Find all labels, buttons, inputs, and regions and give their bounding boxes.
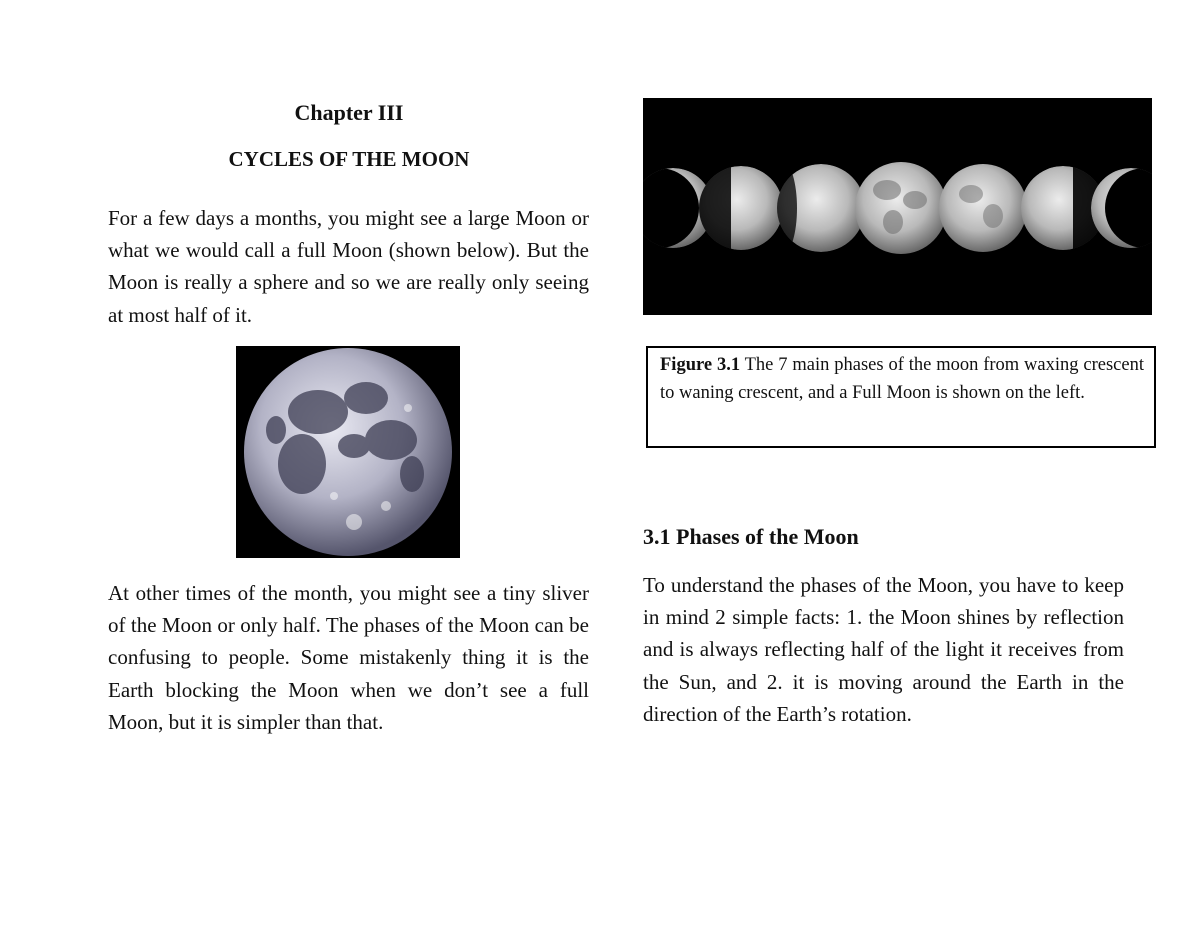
chapter-title: Chapter III (294, 100, 404, 125)
section-heading: 3.1 Phases of the Moon (643, 524, 859, 549)
section-body-paragraph: To understand the phases of the Moon, you have to keep in mind 2 simple facts: 1. the Moon shines by reflection and is always reflecting half of the light it receives from the Sun, and 2. it is moving around the Earth in the direction of the Earth’s rotation. (643, 573, 1124, 726)
other-times-paragraph: At other times of the month, you might see a tiny sliver of the Moon or only half. The phases of the Moon can be confusing to people. Some mistakenly thing it is the Earth blocking the Moon when we don’t see a full Moon, but it is simpler than that. (108, 581, 589, 734)
intro-paragraph: For a few days a months, you might see a large Moon or what we would call a full Moon (shown below). But the Moon is really a sphere and so we are really only seeing at most half of it. (108, 206, 589, 327)
chapter-subtitle: CYCLES OF THE MOON (228, 147, 470, 171)
figure-caption-text: The 7 main phases of the moon from waxing crescent to waning crescent, and a Full Moon is shown on the left. (660, 355, 1144, 403)
figure-label: Figure 3.1 (660, 355, 741, 375)
moon-phases-photo (643, 98, 1152, 315)
figure-caption (646, 346, 1156, 448)
full-moon-photo (236, 346, 460, 558)
